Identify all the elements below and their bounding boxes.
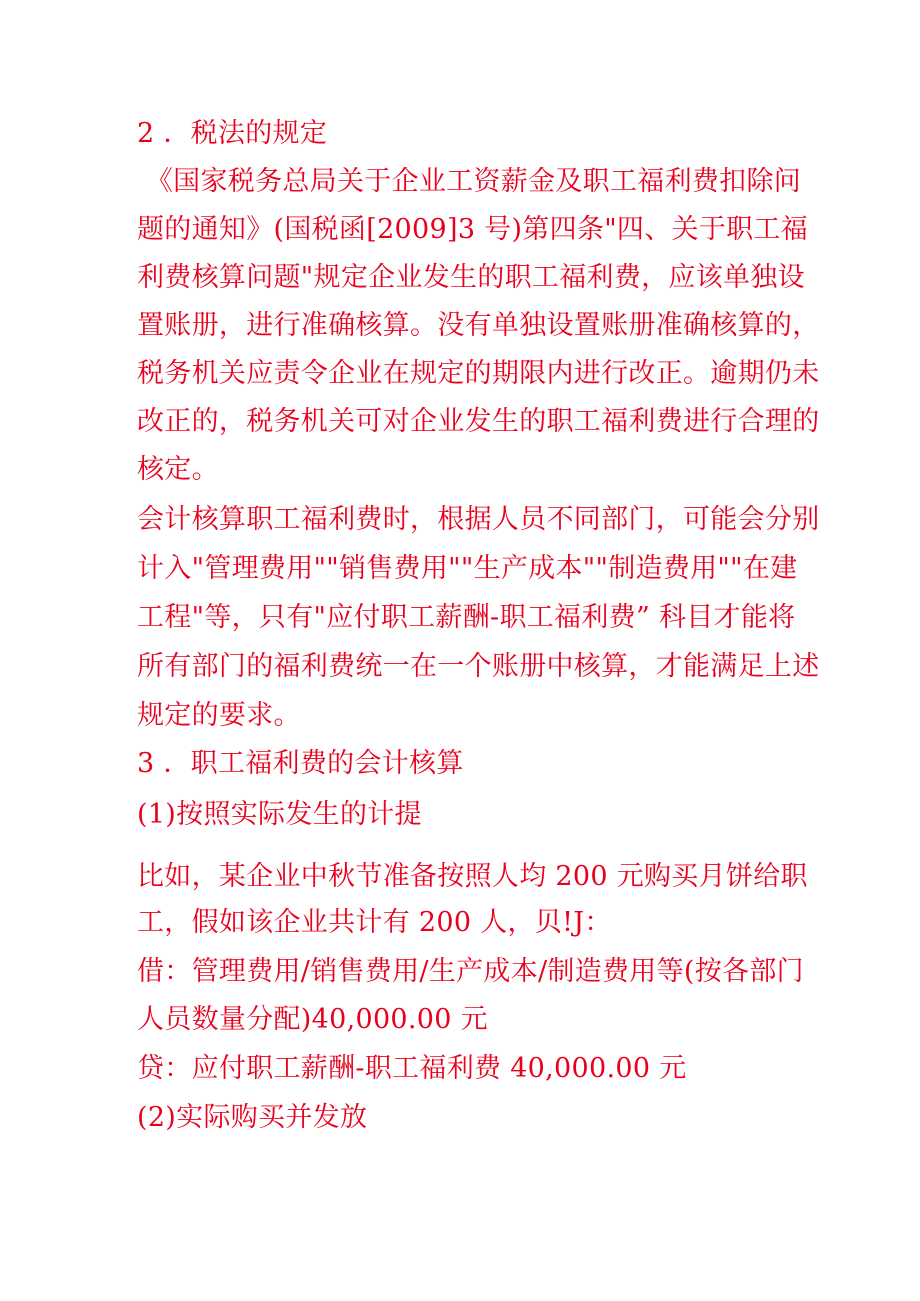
paragraph-line: 改正的，税务机关可对企业发生的职工福利费进行合理的 xyxy=(137,406,820,437)
paragraph-line: 《国家税务总局关于企业工资薪金及职工福利费扣除问 xyxy=(137,166,802,197)
debit-entry-line: 人员数量分配)40,000.00 元 xyxy=(137,1004,488,1035)
paragraph-line: 规定的要求。 xyxy=(137,700,301,731)
paragraph-line: 工，假如该企业共计有 200 人，贝!J： xyxy=(137,907,612,938)
section-3-heading: 3 ．职工福利费的会计核算 xyxy=(137,748,464,779)
paragraph-line: 题的通知》(国税函[2009]3 号)第四条"四、关于职工福 xyxy=(137,214,809,245)
paragraph-line: 所有部门的福利费统一在一个账册中核算，才能满足上述 xyxy=(137,651,820,682)
paragraph-line: 计入"管理费用""销售费用""生产成本""制造费用""在建 xyxy=(137,553,798,584)
paragraph-line: 核定。 xyxy=(137,454,219,485)
section-2-heading: 2 ．税法的规定 xyxy=(137,118,328,149)
paragraph-line: 工程"等，只有"应付职工薪酬-职工福利费” 科目才能将 xyxy=(137,602,796,633)
paragraph-line: 会计核算职工福利费时，根据人员不同部门，可能会分别 xyxy=(137,504,820,535)
paragraph-line: 置账册，进行准确核算。没有单独设置账册准确核算的， xyxy=(137,310,820,341)
debit-entry-line: 借：管理费用/销售费用/生产成本/制造费用等(按各部门 xyxy=(137,956,804,987)
paragraph-line: 比如，某企业中秋节准备按照人均 200 元购买月饼给职 xyxy=(137,861,808,892)
paragraph-line: 税务机关应责令企业在规定的期限内进行改正。逾期仍未 xyxy=(137,358,820,389)
paragraph-line: 利费核算问题"规定企业发生的职工福利费，应该单独设 xyxy=(137,262,805,293)
subsection-2-heading: (2)实际购买并发放 xyxy=(137,1102,368,1133)
credit-entry-line: 贷：应付职工薪酬-职工福利费 40,000.00 元 xyxy=(137,1053,687,1084)
subsection-1-heading: (1)按照实际发生的计提 xyxy=(137,799,422,830)
